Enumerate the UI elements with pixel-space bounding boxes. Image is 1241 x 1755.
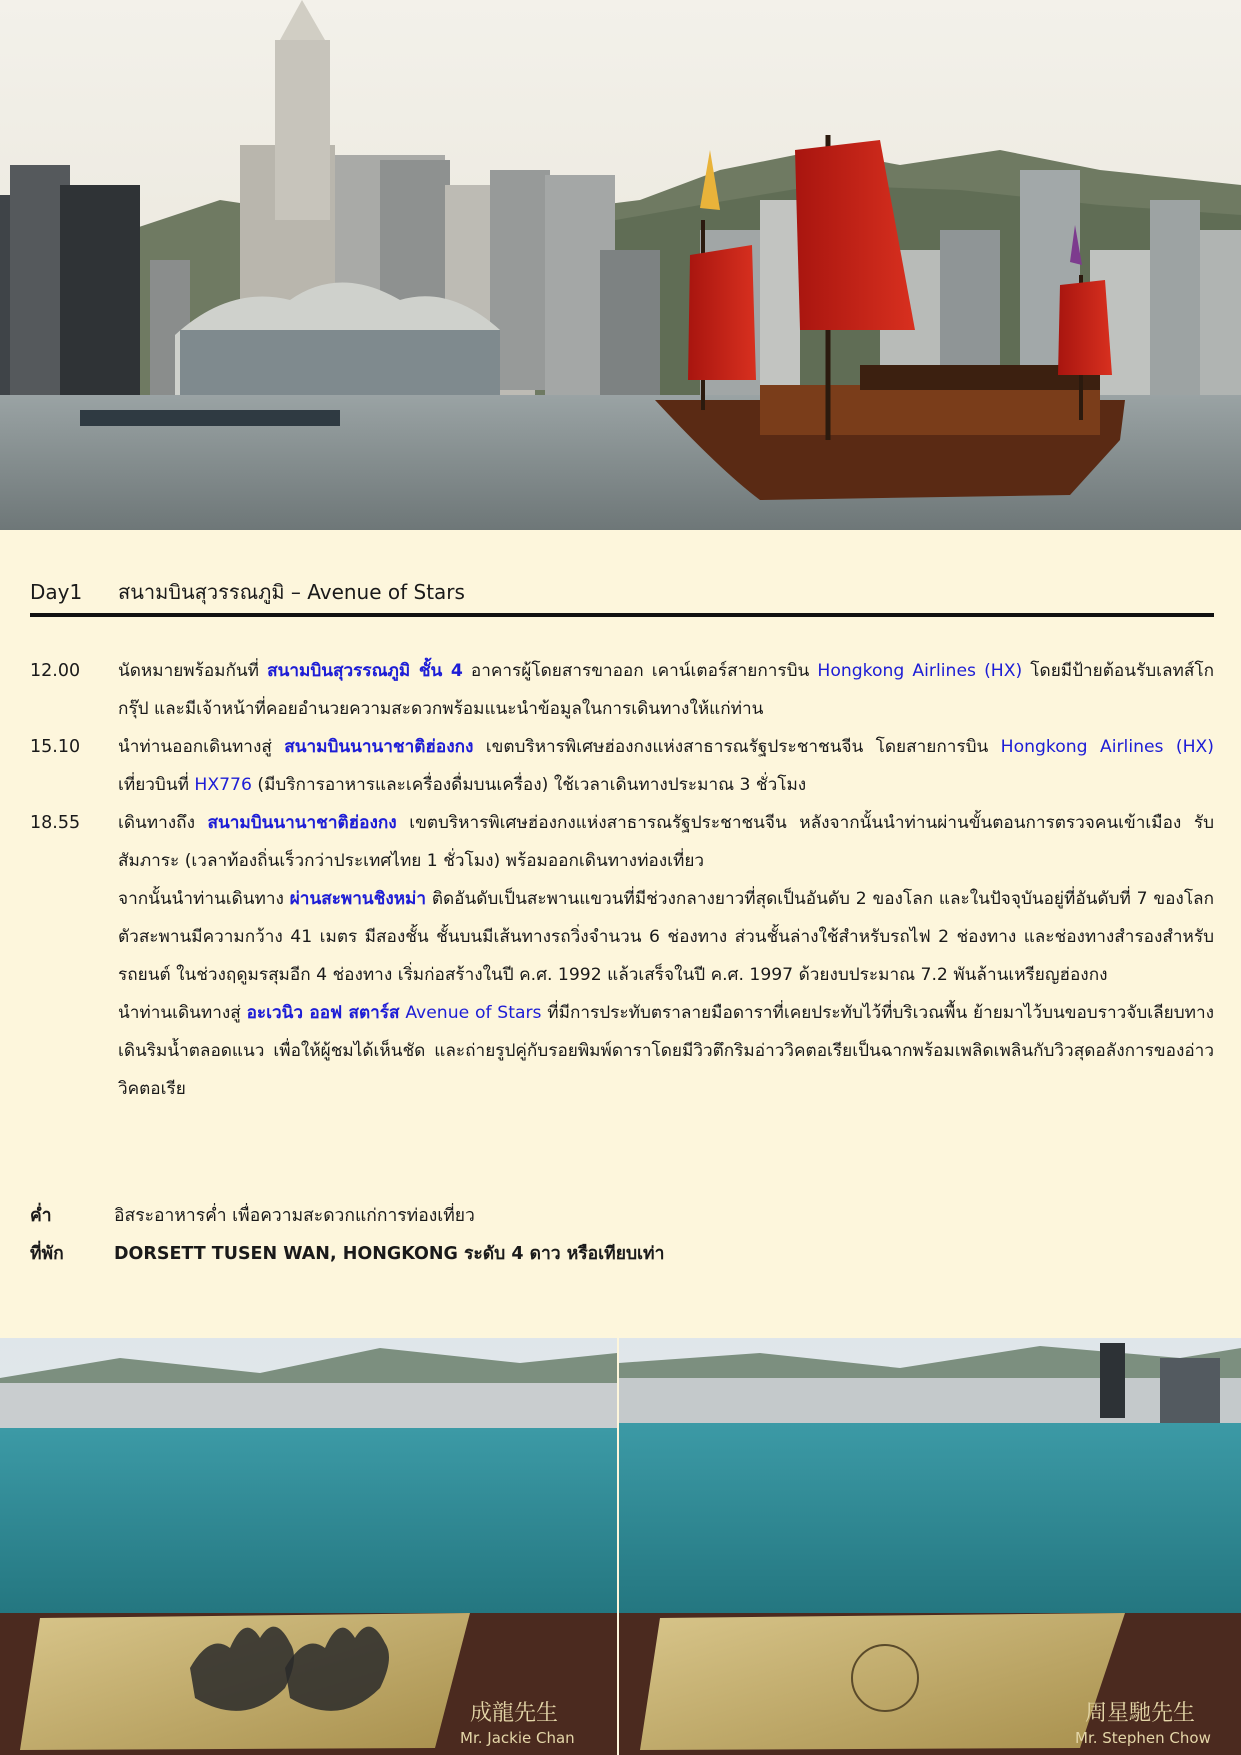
itinerary-text bbox=[118, 804, 1214, 880]
left-plaque-cn: 成龍先生 bbox=[470, 1701, 559, 1726]
meal-hotel-block bbox=[30, 1197, 1214, 1273]
text-run: เขตบริหารพิเศษฮ่องกงแห่งสาธารณรัฐประชาชนจีน โดยสายการบิน bbox=[473, 737, 1001, 757]
dinner-label: ค่ำ bbox=[30, 1206, 52, 1226]
itinerary-row bbox=[30, 728, 1214, 804]
header-divider bbox=[30, 613, 1214, 617]
itinerary-time: 18.55 bbox=[30, 813, 81, 833]
text-run: นำท่านออกเดินทางสู่ bbox=[118, 737, 285, 757]
itinerary-row bbox=[30, 994, 1214, 1108]
text-run: จากนั้นนำท่านเดินทาง bbox=[118, 889, 290, 909]
day-label: Day1 bbox=[30, 580, 83, 604]
itinerary-list bbox=[30, 652, 1214, 1108]
highlighted-term: ผ่านสะพานชิงหม่า bbox=[289, 889, 427, 909]
itinerary-text bbox=[118, 728, 1214, 804]
hotel-text: DORSETT TUSEN WAN, HONGKONG ระดับ 4 ดาว หรือเทียบเท่า bbox=[114, 1244, 665, 1264]
text-run: นัดหมายพร้อมกันที่ bbox=[118, 661, 268, 681]
itinerary-row bbox=[30, 880, 1214, 994]
itinerary-text bbox=[118, 994, 1214, 1108]
harbour-junk-boat-icon bbox=[0, 0, 1241, 530]
itinerary-time bbox=[30, 994, 118, 1108]
right-plaque-cn: 周星馳先生 bbox=[1085, 1701, 1196, 1726]
highlighted-term: Hongkong Airlines (HX) bbox=[1000, 737, 1215, 757]
dinner-row bbox=[30, 1197, 1214, 1235]
hotel-row bbox=[30, 1235, 1214, 1273]
highlighted-term: HX776 bbox=[194, 775, 252, 795]
right-plaque-en: Mr. Stephen Chow bbox=[1075, 1729, 1211, 1747]
hotel-label: ที่พัก bbox=[30, 1244, 64, 1264]
text-run: เที่ยวบินที่ bbox=[118, 775, 195, 795]
avenue-of-stars-photos bbox=[0, 1338, 1241, 1755]
text-run: ที่มีการประทับตราลายมือดาราที่เคยประทับไว้ที่บริเวณพื้น ย้ายมาไว้บนขอบราวจับเลียบทางเดินริมน้ำตลอดแนว เพื่อให้ผู้ชมได้เห็นชัด และถ่ายรูปคู่กับรอยพิมพ์ดาราโดยมีวิวตึกริมอ่าววิคตอเรียเป็นฉากพร้อมเพลิดเพลินกับวิวสุดอลังการของอ่าววิคตอเรีย bbox=[118, 1003, 1214, 1099]
highlighted-term: สนามบินสุวรรณภูมิ ชั้น 4 bbox=[267, 661, 463, 681]
text-run: นำท่านเดินทางสู่ bbox=[118, 1003, 247, 1023]
text-run: อาคารผู้โดยสารขาออก เคาน์เตอร์สายการบิน bbox=[462, 661, 818, 681]
itinerary-time: 15.10 bbox=[30, 737, 81, 757]
hero-photo bbox=[0, 0, 1241, 530]
itinerary-text bbox=[118, 652, 1214, 728]
day-header bbox=[30, 576, 1214, 608]
text-run: เดินทางถึง bbox=[118, 813, 208, 833]
text-run: (มีบริการอาหารและเครื่องดื่มบนเครื่อง) ใช้เวลาเดินทางประมาณ 3 ชั่วโมง bbox=[251, 775, 807, 795]
text-run: โดยมีป้ายต้อนรับเลทส์โกกรุ๊ป และมีเจ้าหน้าที่คอยอำนวยความสะดวกพร้อมแนะนำข้อมูลในการเดินทางให้แก่ท่าน bbox=[118, 661, 1214, 719]
left-plaque-en: Mr. Jackie Chan bbox=[460, 1729, 575, 1747]
itinerary-row bbox=[30, 652, 1214, 728]
itinerary-row bbox=[30, 804, 1214, 880]
day-title: สนามบินสุวรรณภูมิ – Avenue of Stars bbox=[118, 580, 465, 604]
text-run: ติดอันดับเป็นสะพานแขวนที่มีช่วงกลางยาวที่สุดเป็นอันดับ 2 ของโลก และในปัจจุบันอยู่ที่อันดับที่ 7 ของโลก ตัวสะพานมีความกว้าง 41 เมตร มีสองชั้น ชั้นบนมีเส้นทางรถวิ่งจำนวน 6 ช่องทาง ส่วนชั้นล่างใช้สำหรับรถไฟ 2 ช่องทาง และช่องทางสำรองสำหรับรถยนต์ ในช่วงฤดูมรสุมอีก 4 ช่องทาง เริ่มก่อสร้างในปี ค.ศ. 1992 แล้วเสร็จในปี ค.ศ. 1997 ด้วยงบประมาณ 7.2 พันล้านเหรียญฮ่องกง bbox=[118, 889, 1214, 985]
highlighted-term: สนามบินนานาชาติฮ่องกง bbox=[284, 737, 474, 757]
highlighted-term: Avenue of Stars bbox=[405, 1003, 542, 1023]
highlighted-term: Hongkong Airlines (HX) bbox=[817, 661, 1023, 681]
itinerary-time: 12.00 bbox=[30, 661, 81, 681]
dinner-text: อิสระอาหารค่ำ เพื่อความสะดวกแก่การท่องเที่ยว bbox=[114, 1206, 475, 1226]
highlighted-term: อะเวนิว ออฟ สตาร์ส bbox=[246, 1003, 400, 1023]
itinerary-text bbox=[118, 880, 1214, 994]
text-run: เขตบริหารพิเศษฮ่องกงแห่งสาธารณรัฐประชาชนจีน หลังจากนั้นนำท่านผ่านขั้นตอนการตรวจคนเข้าเมือง รับสัมภาระ (เวลาท้องถิ่นเร็วกว่าประเทศไทย 1 ชั่วโมง) พร้อมออกเดินทางท่องเที่ยว bbox=[118, 813, 1214, 871]
itinerary-time bbox=[30, 880, 118, 994]
highlighted-term: สนามบินนานาชาติฮ่องกง bbox=[207, 813, 397, 833]
harbour-plaque-photo-icon bbox=[0, 1338, 1241, 1755]
